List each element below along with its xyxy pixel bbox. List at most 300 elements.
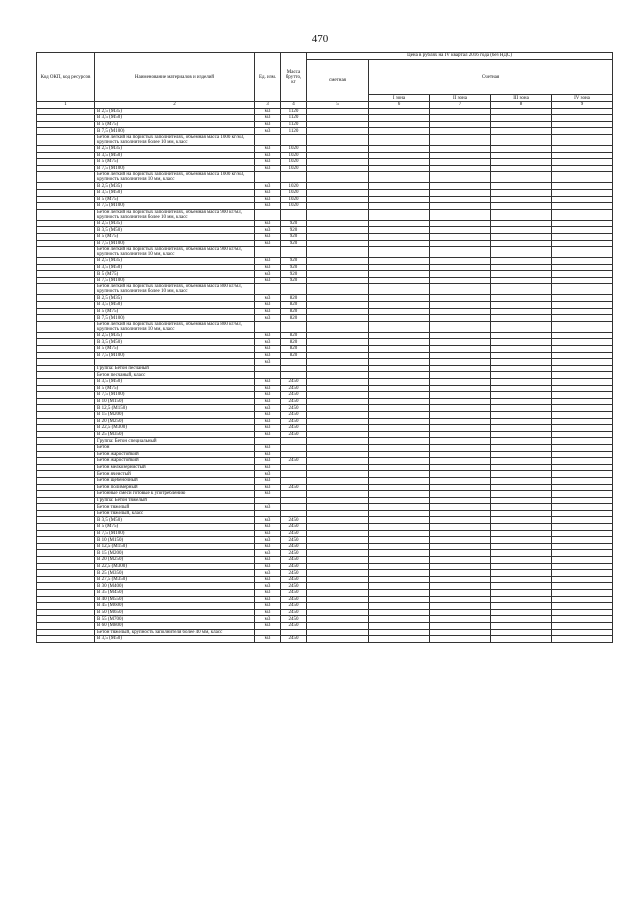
- name-cell: В 7,5 (М100): [95, 392, 255, 399]
- price-cell: [307, 295, 369, 302]
- column-index: 9: [552, 102, 613, 109]
- empty-cell: [369, 372, 430, 379]
- name-cell: В 3,5 (М50): [95, 517, 255, 524]
- price-cell: [369, 308, 430, 315]
- price-cell: [491, 152, 552, 159]
- mass-cell: 1020: [281, 165, 307, 172]
- code-cell: [37, 530, 95, 537]
- price-cell: [369, 121, 430, 128]
- price-cell: [552, 418, 613, 425]
- price-cell: [491, 277, 552, 284]
- code-cell: [37, 497, 95, 504]
- unit-cell: м3: [255, 517, 281, 524]
- price-cell: [307, 339, 369, 346]
- table-row: [37, 517, 613, 524]
- price-cell: [430, 159, 491, 166]
- price-cell: [552, 530, 613, 537]
- price-cell: [307, 411, 369, 418]
- unit-cell: м3: [255, 471, 281, 478]
- price-cell: [552, 543, 613, 550]
- mass-cell: 820: [281, 332, 307, 339]
- table-header: [37, 53, 613, 109]
- table-row: [37, 277, 613, 284]
- section-title: Группа: Бетон специальный: [95, 438, 255, 445]
- name-cell: В 2,5 (М35): [95, 108, 255, 115]
- unit-cell: м3: [255, 128, 281, 135]
- price-cell: [430, 271, 491, 278]
- price-cell: [491, 609, 552, 616]
- price-cell: [307, 392, 369, 399]
- code-cell: [37, 411, 95, 418]
- price-cell: [369, 159, 430, 166]
- price-cell: [491, 444, 552, 451]
- price-cell: [369, 444, 430, 451]
- mass-cell: 2450: [281, 603, 307, 610]
- table-row: [37, 570, 613, 577]
- price-cell: [552, 220, 613, 227]
- column-index: 4: [281, 102, 307, 109]
- price-cell: [491, 359, 552, 366]
- empty-cell: [491, 438, 552, 445]
- price-cell: [369, 411, 430, 418]
- table-row: [37, 385, 613, 392]
- price-cell: [369, 517, 430, 524]
- unit-cell: м3: [255, 227, 281, 234]
- unit-cell: м3: [255, 530, 281, 537]
- table-row: [37, 563, 613, 570]
- price-cell: [369, 339, 430, 346]
- table-row: [37, 121, 613, 128]
- price-cell: [552, 196, 613, 203]
- mass-cell: 2450: [281, 425, 307, 432]
- price-cell: [491, 563, 552, 570]
- empty-cell: [491, 172, 552, 183]
- unit-cell: м3: [255, 115, 281, 122]
- price-cell: [491, 550, 552, 557]
- table-row: [37, 550, 613, 557]
- mass-cell: 820: [281, 308, 307, 315]
- table-row: [37, 603, 613, 610]
- empty-cell: [552, 172, 613, 183]
- price-cell: [307, 491, 369, 498]
- price-cell: [430, 524, 491, 531]
- table-row: [37, 609, 613, 616]
- description-row: [37, 321, 613, 332]
- price-cell: [430, 444, 491, 451]
- price-cell: [307, 477, 369, 484]
- unit-cell: м3: [255, 491, 281, 498]
- price-cell: [369, 425, 430, 432]
- price-table: [36, 52, 613, 643]
- mass-cell: 1020: [281, 196, 307, 203]
- unit-cell: м3: [255, 418, 281, 425]
- price-cell: [307, 315, 369, 322]
- unit-cell: м3: [255, 359, 281, 366]
- price-cell: [552, 491, 613, 498]
- code-cell: [37, 563, 95, 570]
- price-cell: [430, 220, 491, 227]
- name-cell: В 5 (М75): [95, 385, 255, 392]
- price-cell: [307, 636, 369, 643]
- price-cell: [491, 517, 552, 524]
- empty-cell: [255, 372, 281, 379]
- price-cell: [552, 392, 613, 399]
- price-cell: [491, 451, 552, 458]
- name-cell: В 3,5 (М50): [95, 189, 255, 196]
- price-cell: [369, 332, 430, 339]
- code-cell: [37, 385, 95, 392]
- empty-cell: [255, 247, 281, 258]
- description-text: Бетон легкий на пористых заполнителях, объемная масса 1000 кг/м3, крупность заполнителя более 10 мм, класс: [95, 134, 255, 145]
- empty-cell: [307, 321, 369, 332]
- price-cell: [430, 471, 491, 478]
- price-cell: [552, 108, 613, 115]
- code-cell: [37, 471, 95, 478]
- code-cell: [37, 159, 95, 166]
- mass-cell: 2450: [281, 636, 307, 643]
- name-cell: В 25 (М350): [95, 570, 255, 577]
- price-cell: [369, 477, 430, 484]
- name-cell: В 5 (М75): [95, 346, 255, 353]
- price-cell: [552, 145, 613, 152]
- price-cell: [369, 183, 430, 190]
- empty-cell: [430, 247, 491, 258]
- price-cell: [552, 165, 613, 172]
- description-text: Бетон легкий на пористых заполнителях, объемная масса 900 кг/м3, крупность заполнителя 10 мм, класс: [95, 247, 255, 258]
- name-cell: В 20 (М250): [95, 557, 255, 564]
- price-cell: [369, 352, 430, 359]
- empty-cell: [255, 365, 281, 372]
- table-row: [37, 196, 613, 203]
- price-cell: [491, 491, 552, 498]
- name-cell: Бетон жаростойкий: [95, 451, 255, 458]
- unit-cell: м3: [255, 352, 281, 359]
- price-cell: [430, 530, 491, 537]
- unit-cell: м3: [255, 379, 281, 386]
- mass-cell: 2450: [281, 570, 307, 577]
- table-row: [37, 583, 613, 590]
- mass-cell: 2450: [281, 385, 307, 392]
- mass-cell: 2450: [281, 563, 307, 570]
- table-row: [37, 233, 613, 240]
- description-row: [37, 372, 613, 379]
- empty-cell: [307, 284, 369, 295]
- price-cell: [491, 271, 552, 278]
- name-cell: В 7,5 (М100): [95, 315, 255, 322]
- unit-cell: м3: [255, 464, 281, 471]
- price-cell: [552, 550, 613, 557]
- mass-cell: [281, 464, 307, 471]
- price-cell: [369, 315, 430, 322]
- price-cell: [369, 596, 430, 603]
- header-mass: Масса брутто, кг: [281, 53, 307, 102]
- name-cell: В 55 (М700): [95, 616, 255, 623]
- price-cell: [430, 484, 491, 491]
- unit-cell: м3: [255, 196, 281, 203]
- table-row: [37, 203, 613, 210]
- price-cell: [430, 504, 491, 511]
- price-cell: [369, 227, 430, 234]
- empty-cell: [369, 629, 430, 636]
- unit-cell: м3: [255, 220, 281, 227]
- price-cell: [491, 183, 552, 190]
- description-row: [37, 284, 613, 295]
- code-cell: [37, 444, 95, 451]
- price-cell: [430, 196, 491, 203]
- price-cell: [552, 517, 613, 524]
- price-cell: [369, 471, 430, 478]
- table-row: [37, 308, 613, 315]
- empty-cell: [307, 497, 369, 504]
- empty-cell: [281, 209, 307, 220]
- price-cell: [369, 398, 430, 405]
- mass-cell: 2450: [281, 530, 307, 537]
- unit-cell: м3: [255, 159, 281, 166]
- code-cell: [37, 258, 95, 265]
- name-cell: В 3,5 (М50): [95, 379, 255, 386]
- price-cell: [491, 227, 552, 234]
- price-cell: [491, 240, 552, 247]
- price-cell: [552, 557, 613, 564]
- price-cell: [369, 203, 430, 210]
- price-cell: [430, 563, 491, 570]
- price-cell: [491, 464, 552, 471]
- price-cell: [369, 379, 430, 386]
- empty-cell: [491, 372, 552, 379]
- table-row: [37, 557, 613, 564]
- mass-cell: 820: [281, 295, 307, 302]
- price-cell: [430, 128, 491, 135]
- description-text: Бетон легкий на пористых заполнителях, объемная масса 900 кг/м3, крупность заполнителя более 10 мм, класс: [95, 209, 255, 220]
- price-cell: [369, 240, 430, 247]
- mass-cell: 1120: [281, 108, 307, 115]
- table-row: [37, 346, 613, 353]
- code-cell: [37, 315, 95, 322]
- price-cell: [430, 537, 491, 544]
- mass-cell: 920: [281, 240, 307, 247]
- price-cell: [491, 121, 552, 128]
- price-cell: [430, 477, 491, 484]
- price-cell: [430, 183, 491, 190]
- price-cell: [430, 359, 491, 366]
- table-row: [37, 165, 613, 172]
- empty-cell: [491, 209, 552, 220]
- empty-cell: [430, 134, 491, 145]
- unit-cell: м3: [255, 145, 281, 152]
- price-cell: [430, 431, 491, 438]
- price-cell: [552, 339, 613, 346]
- code-cell: [37, 524, 95, 531]
- price-cell: [307, 596, 369, 603]
- name-cell: [95, 359, 255, 366]
- mass-cell: 2450: [281, 622, 307, 629]
- price-cell: [552, 264, 613, 271]
- price-cell: [430, 517, 491, 524]
- price-cell: [552, 622, 613, 629]
- unit-cell: м3: [255, 550, 281, 557]
- price-cell: [369, 165, 430, 172]
- price-cell: [552, 405, 613, 412]
- name-cell: Бетон тяжелый: [95, 504, 255, 511]
- price-cell: [430, 152, 491, 159]
- price-cell: [491, 339, 552, 346]
- unit-cell: м3: [255, 339, 281, 346]
- code-cell: [37, 271, 95, 278]
- empty-cell: [552, 134, 613, 145]
- mass-cell: [281, 471, 307, 478]
- unit-cell: м3: [255, 590, 281, 597]
- mass-cell: 2450: [281, 576, 307, 583]
- header-unit: Ед. изм.: [255, 53, 281, 102]
- code-cell: [37, 321, 95, 332]
- empty-cell: [552, 629, 613, 636]
- name-cell: В 40 (М550): [95, 596, 255, 603]
- name-cell: В 5 (М75): [95, 233, 255, 240]
- price-cell: [552, 359, 613, 366]
- mass-cell: 2450: [281, 405, 307, 412]
- empty-cell: [255, 510, 281, 517]
- price-cell: [552, 636, 613, 643]
- price-cell: [491, 295, 552, 302]
- price-cell: [307, 405, 369, 412]
- name-cell: В 10 (М150): [95, 398, 255, 405]
- price-cell: [307, 570, 369, 577]
- price-cell: [307, 583, 369, 590]
- price-cell: [307, 431, 369, 438]
- code-cell: [37, 302, 95, 309]
- mass-cell: 2450: [281, 379, 307, 386]
- unit-cell: м3: [255, 392, 281, 399]
- empty-cell: [307, 372, 369, 379]
- mass-cell: 2450: [281, 616, 307, 623]
- table-row: [37, 398, 613, 405]
- price-cell: [369, 359, 430, 366]
- price-cell: [430, 352, 491, 359]
- price-cell: [307, 128, 369, 135]
- mass-cell: 1020: [281, 203, 307, 210]
- table-row: [37, 189, 613, 196]
- unit-cell: м3: [255, 398, 281, 405]
- price-cell: [491, 418, 552, 425]
- price-cell: [552, 240, 613, 247]
- name-cell: В 50 (М650): [95, 609, 255, 616]
- table-row: [37, 622, 613, 629]
- code-cell: [37, 165, 95, 172]
- price-cell: [491, 405, 552, 412]
- price-cell: [491, 431, 552, 438]
- name-cell: В 2,5 (М35): [95, 220, 255, 227]
- unit-cell: м3: [255, 183, 281, 190]
- price-cell: [430, 636, 491, 643]
- price-cell: [369, 570, 430, 577]
- price-cell: [552, 315, 613, 322]
- price-cell: [369, 524, 430, 531]
- table-row: [37, 431, 613, 438]
- table-row: [37, 477, 613, 484]
- price-cell: [369, 530, 430, 537]
- price-cell: [307, 537, 369, 544]
- table-row: [37, 418, 613, 425]
- empty-cell: [369, 497, 430, 504]
- price-cell: [430, 616, 491, 623]
- column-index: 8: [491, 102, 552, 109]
- price-cell: [307, 115, 369, 122]
- mass-cell: 2450: [281, 398, 307, 405]
- table-row: [37, 128, 613, 135]
- price-cell: [491, 398, 552, 405]
- code-cell: [37, 209, 95, 220]
- name-cell: В 15 (М200): [95, 411, 255, 418]
- table-row: [37, 264, 613, 271]
- price-cell: [369, 563, 430, 570]
- code-cell: [37, 398, 95, 405]
- price-cell: [430, 491, 491, 498]
- name-cell: Бетонные смеси готовые к употреблению: [95, 491, 255, 498]
- price-cell: [307, 524, 369, 531]
- price-cell: [491, 159, 552, 166]
- header-estimate: сметная: [307, 59, 369, 101]
- empty-cell: [307, 134, 369, 145]
- mass-cell: 2450: [281, 517, 307, 524]
- unit-cell: м3: [255, 315, 281, 322]
- empty-cell: [491, 510, 552, 517]
- unit-cell: м3: [255, 596, 281, 603]
- price-cell: [369, 115, 430, 122]
- code-cell: [37, 425, 95, 432]
- header-accounting: Счетная: [369, 59, 613, 95]
- name-cell: В 5 (М75): [95, 524, 255, 531]
- name-cell: В 2,5 (М35): [95, 145, 255, 152]
- empty-cell: [307, 510, 369, 517]
- table-row: [37, 183, 613, 190]
- mass-cell: 920: [281, 233, 307, 240]
- code-cell: [37, 359, 95, 366]
- name-cell: В 27,5 (М350): [95, 576, 255, 583]
- empty-cell: [552, 510, 613, 517]
- code-cell: [37, 308, 95, 315]
- price-cell: [552, 524, 613, 531]
- price-cell: [552, 458, 613, 465]
- price-cell: [369, 220, 430, 227]
- empty-cell: [491, 321, 552, 332]
- price-cell: [491, 203, 552, 210]
- empty-cell: [369, 247, 430, 258]
- price-cell: [369, 277, 430, 284]
- price-cell: [491, 385, 552, 392]
- price-cell: [430, 583, 491, 590]
- price-cell: [491, 616, 552, 623]
- description-row: [37, 629, 613, 636]
- price-cell: [552, 308, 613, 315]
- empty-cell: [281, 438, 307, 445]
- price-cell: [430, 264, 491, 271]
- mass-cell: 2450: [281, 431, 307, 438]
- price-cell: [430, 451, 491, 458]
- mass-cell: 1120: [281, 128, 307, 135]
- price-cell: [430, 570, 491, 577]
- mass-cell: 920: [281, 264, 307, 271]
- table-row: [37, 590, 613, 597]
- price-cell: [552, 277, 613, 284]
- price-cell: [369, 543, 430, 550]
- empty-cell: [307, 629, 369, 636]
- empty-cell: [255, 134, 281, 145]
- price-cell: [430, 346, 491, 353]
- price-cell: [552, 411, 613, 418]
- price-cell: [491, 379, 552, 386]
- mass-cell: 2450: [281, 583, 307, 590]
- price-cell: [491, 196, 552, 203]
